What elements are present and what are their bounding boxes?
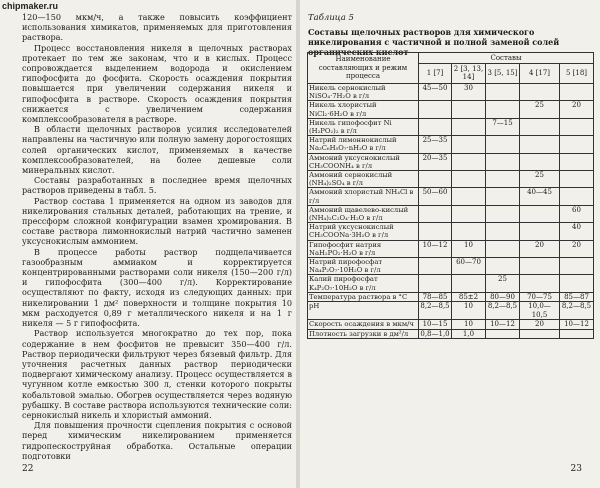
table-cell: 8,2—8,5 [419,302,452,320]
table-cell [452,136,486,153]
table-cell: 7—15 [486,118,520,135]
table-cell: 40—45 [520,188,560,205]
table-cell: 25 [486,275,520,292]
column-header: 1 [7] [419,63,452,83]
table-cell [486,101,520,118]
table-cell: 10 [452,240,486,257]
table-cell [486,136,520,153]
table-cell [486,205,520,222]
row-label: Калий пирофосфат K₄P₂O₇·10H₂O в г/л [308,275,419,292]
site-watermark: chipmaker.ru [2,1,59,11]
table-cell: 10—12 [486,320,520,329]
table-cell [486,84,520,101]
table-cell: 30 [452,84,486,101]
paragraph: Процесс восстановления никеля в щелочных растворах протекает по тем же законам, что и в кислых. Процесс сопровождается выделением водорода и окислением гипофосфита до фосфита. Скорость осаждения покрытия повышается при увеличении содержания никеля и гипофосфита в растворе. Скорость осаждения покрытия снижается с увеличением содержания комплексообразователя в растворе. [22,42,292,125]
table-cell: 8,2—8,5 [560,302,594,320]
table-row [308,275,594,292]
table-cell: 1,0 [452,329,486,338]
row-label: Никель хлористый NiCl₂·6H₂O в г/л [308,101,419,118]
table-cell: 80—90 [486,292,520,301]
table-cell [560,258,594,275]
row-label: pH [308,302,419,320]
row-label: Плотность загрузки в дм²/л [308,329,419,338]
table-cell [486,223,520,240]
row-label: Натрий пирофосфат Na₄P₂O₇·10H₂O в г/л [308,258,419,275]
paragraph: Раствор используется многократно до тех пор, пока содержание в нем фосфитов не превысит 350—400 г/л. Раствор периодически фильтруют через бязевый фильтр. Для уточнения расчетных данных раствор периодически подвергают химическому анализу. Процесс осуществляется в чугунном котле емкостью 300 л, стенки которого покрыты кобальтовой эмалью. Обогрев осуществляется через водяную рубашку. В составе раствора используются технические соли: сернокислый никель и хлористый аммоний. [22,328,292,420]
row-label: Аммоний сернокислый (NH₄)₂SO₄ в г/л [308,171,419,188]
table-cell [452,223,486,240]
table-cell [419,223,452,240]
table-cell [452,171,486,188]
table-cell [560,84,594,101]
left-page [0,0,296,488]
header-name: Наименование составляющих и режим процесса [308,53,419,84]
table-row [308,84,594,101]
column-header: 5 [18] [560,63,594,83]
table-cell [560,171,594,188]
table-cell: 60—70 [452,258,486,275]
table-cell [452,205,486,222]
table-cell [486,240,520,257]
table-cell [419,258,452,275]
table-header-row [308,53,594,64]
table-cell [560,136,594,153]
table-cell [520,329,560,338]
row-label: Натрий лимоннокислый Na₃C₆H₅O₇·nH₂O в г/л [308,136,419,153]
page-number: 22 [22,464,34,474]
row-label: Натрий уксуснокислый CH₃COONa·3H₂O в г/л [308,223,419,240]
table-row [308,302,594,320]
table-cell: 25 [520,101,560,118]
table-cell: 8,2—8,5 [486,302,520,320]
table-cell [560,188,594,205]
table-cell [560,275,594,292]
row-label: Температура раствора в °C [308,292,419,301]
table-cell [560,118,594,135]
table-cell [520,258,560,275]
paragraph: Раствор состава 1 применяется на одном из заводов для никелирования стальных деталей, работающих на трение, и прессформ сложной конфигурации взамен хромирования. В составе раствора лимоннокислый натрий частично заменен уксуснокислым аммонием. [22,195,292,247]
table-row [308,153,594,170]
paragraph: Для повышения прочности сцепления покрытия с основой перед химическим никелированием применяется гидропескоструйная обработка. Остальные операции подготовки [22,420,292,461]
table-cell [452,118,486,135]
row-label: Гипофосфит натрия NaH₂PO₂·H₂O в г/л [308,240,419,257]
page-number: 23 [570,464,582,474]
paragraph: Составы разработанных в последнее время щелочных растворов приведены в табл. 5. [22,175,292,196]
table-cell [486,329,520,338]
table-cell: 20 [560,240,594,257]
composition-table [307,52,594,339]
table-cell [452,188,486,205]
table-row [308,240,594,257]
table-cell [419,118,452,135]
table-cell [452,153,486,170]
table-cell [520,84,560,101]
table-cell [419,275,452,292]
table-cell: 78—85 [419,292,452,301]
header-group: Составы [419,53,594,64]
table-row [308,258,594,275]
table-body [308,84,594,339]
table-cell: 50—60 [419,188,452,205]
table-row [308,188,594,205]
table-cell: 10—15 [419,320,452,329]
table-cell: 10—12 [419,240,452,257]
table-row [308,205,594,222]
row-label: Аммоний хлористый NH₄Cl в г/л [308,188,419,205]
table-cell: 10—12 [560,320,594,329]
row-label: Никель гипофосфит Ni (H₂PO₂)₂ в г/л [308,118,419,135]
table-cell: 10,0—10,5 [520,302,560,320]
table-cell: 85±2 [452,292,486,301]
table-cell [560,329,594,338]
table-cell [486,258,520,275]
table-cell [520,205,560,222]
table-cell: 10 [452,320,486,329]
table-cell: 40 [560,223,594,240]
paragraph: 120—150 мкм/ч, а также повысить коэффициент использования химикатов, применяемых для приготовления раствора. [22,12,292,43]
row-label: Скорость осаждения в мкм/ч [308,320,419,329]
table-cell [486,153,520,170]
table-cell: 10 [452,302,486,320]
table-cell [419,205,452,222]
table-row [308,223,594,240]
table-cell: 85—87 [560,292,594,301]
table-cell [520,118,560,135]
table-cell [486,171,520,188]
paragraph: В процессе работы раствор подщелачивается газообразным аммиаком и корректируется концентрированными растворами соли никеля (150—200 г/л) и гипофосфита (300—400 г/л). Корректирование осуществляют по факту, исходя из следующих данных: при никелировании 1 дм² поверхности и толщине покрытия 10 мкм расходуется 0,89 г металлического никеля и на 1 г никеля — 5 г гипофосфита. [22,246,292,329]
table-cell: 70—75 [520,292,560,301]
column-header: 4 [17] [520,63,560,83]
row-label: Аммоний уксуснокислый CH₃COONH₄ в г/л [308,153,419,170]
row-label: Никель сернокислый NiSO₄·7H₂O в г/л [308,84,419,101]
table-title: Составы щелочных растворов для химического никелирования с частичной и полной заменой солей органических кислот [308,27,560,57]
table-cell [520,153,560,170]
table-row [308,118,594,135]
left-page-text [22,12,292,461]
paragraph: В области щелочных растворов усилия исследователей направлены на частичную или полную замену дорогостоящих солей органических кислот, применяемых в качестве комплексообразователей, на более дешевые соли минеральных кислот. [22,124,292,176]
table-cell [520,275,560,292]
row-label: Аммоний щавелево-кислый (NH₄)₂C₂O₄·H₂O в г/л [308,205,419,222]
table-cell [486,188,520,205]
table-cell [520,136,560,153]
table-row [308,101,594,118]
column-header: 2 [3, 13, 14] [452,63,486,83]
table-cell: 20 [520,240,560,257]
table-cell [520,223,560,240]
table-row [308,320,594,329]
table-cell [419,171,452,188]
table-cell [560,153,594,170]
table-cell: 20—35 [419,153,452,170]
table-row [308,171,594,188]
table-caption: Таблица 5 [308,13,354,23]
table-cell [419,101,452,118]
table-row [308,329,594,338]
table-cell: 20 [520,320,560,329]
table-cell: 0,8—1,0 [420,329,450,338]
table-cell: 25 [520,171,560,188]
table-row [308,136,594,153]
table-cell [452,101,486,118]
table-cell: 45—50 [419,84,452,101]
table-row [308,292,594,301]
table-cell: 25—35 [419,136,452,153]
table-cell: 20 [560,101,594,118]
table-cell [452,275,486,292]
table-cell: 60 [560,205,594,222]
column-header: 3 [5, 15] [486,63,520,83]
